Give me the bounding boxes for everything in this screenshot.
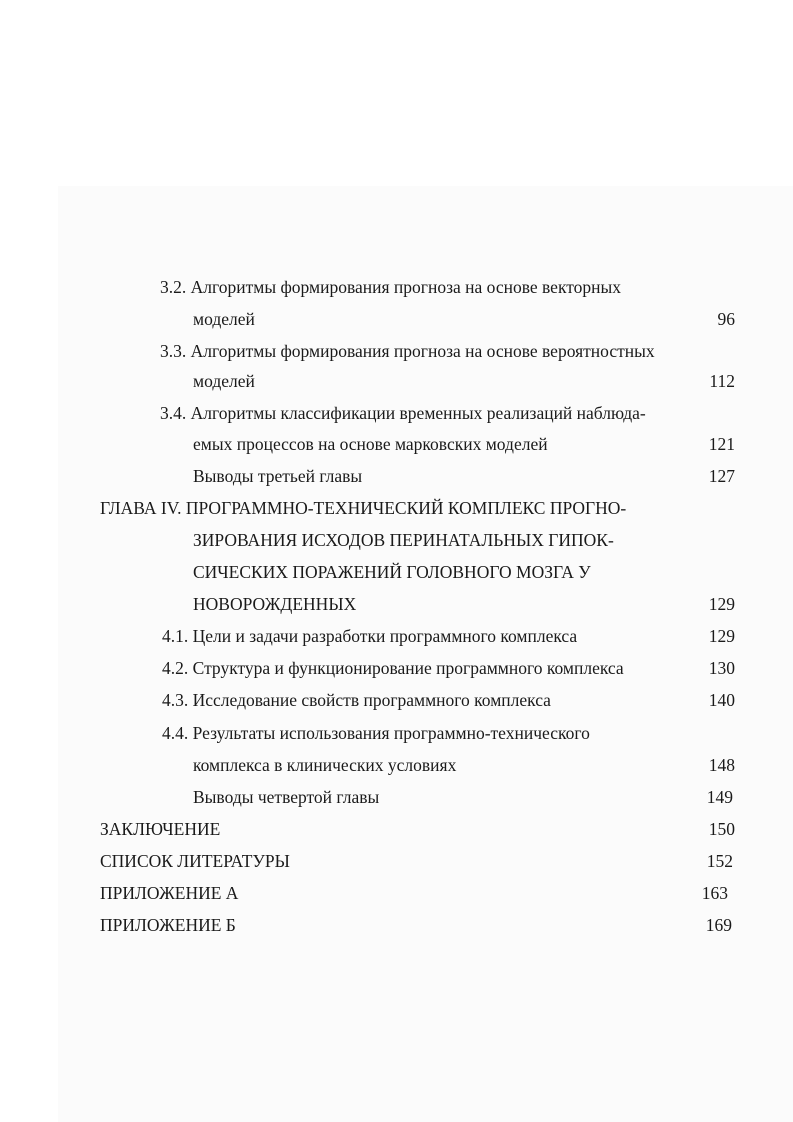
toc-appendix-b: ПРИЛОЖЕНИЕ Б xyxy=(100,915,236,935)
toc-3-4-title: Алгоритмы классификации временных реализаций наблюда- xyxy=(190,403,646,423)
toc-4-4-line1: 4.4. Результаты использования программно-технического xyxy=(162,723,590,743)
toc-3-4-number: 3.4. xyxy=(160,403,187,423)
toc-3-3-line2: моделей xyxy=(193,371,255,391)
toc-chapter4-conclusions-page: 149 xyxy=(706,787,733,807)
toc-3-3-number: 3.3. xyxy=(160,341,187,361)
toc-3-4-page: 121 xyxy=(708,434,735,454)
toc-conclusion-page: 150 xyxy=(708,819,735,839)
toc-appendix-a-page: 163 xyxy=(701,883,728,903)
toc-3-2-line1 xyxy=(160,276,621,298)
toc-3-3-page: 112 xyxy=(709,371,735,391)
toc-3-2-number: 3.2. xyxy=(160,277,187,297)
toc-4-3-page: 140 xyxy=(708,690,735,710)
toc-chapter3-conclusions-page: 127 xyxy=(708,466,735,486)
toc-chapter4-line4: НОВОРОЖДЕННЫХ xyxy=(193,594,357,614)
toc-chapter3-conclusions: Выводы третьей главы xyxy=(193,466,363,486)
toc-chapter4-conclusions: Выводы четвертой главы xyxy=(193,787,380,807)
toc-3-4-line2: емых процессов на основе марковских моделей xyxy=(193,434,548,454)
toc-4-4-page: 148 xyxy=(708,755,735,775)
toc-3-2-page: 96 xyxy=(717,309,735,329)
toc-references-page: 152 xyxy=(706,851,733,871)
toc-4-3: 4.3. Исследование свойств программного комплекса xyxy=(162,690,551,710)
toc-3-2-line2: моделей xyxy=(193,309,255,329)
toc-3-2-title: Алгоритмы формирования прогноза на основе векторных xyxy=(190,277,622,297)
toc-3-3-line1 xyxy=(160,340,655,362)
toc-conclusion: ЗАКЛЮЧЕНИЕ xyxy=(100,819,221,839)
toc-chapter4-line1: ГЛАВА IV. ПРОГРАММНО-ТЕХНИЧЕСКИЙ КОМПЛЕКС ПРОГНО- xyxy=(100,498,627,518)
toc-references: СПИСОК ЛИТЕРАТУРЫ xyxy=(100,851,290,871)
toc-3-4-line1 xyxy=(160,402,646,424)
toc-4-1-page: 129 xyxy=(708,626,735,646)
toc-3-3-title: Алгоритмы формирования прогноза на основе вероятностных xyxy=(190,341,655,361)
toc-chapter4-line2: ЗИРОВАНИЯ ИСХОДОВ ПЕРИНАТАЛЬНЫХ ГИПОК- xyxy=(193,530,614,550)
toc-4-2: 4.2. Структура и функционирование программного комплекса xyxy=(162,658,624,678)
toc-4-1: 4.1. Цели и задачи разработки программного комплекса xyxy=(162,626,578,646)
toc-appendix-b-page: 169 xyxy=(705,915,732,935)
toc-chapter4-line3: СИЧЕСКИХ ПОРАЖЕНИЙ ГОЛОВНОГО МОЗГА У xyxy=(193,562,591,582)
toc-chapter4-page: 129 xyxy=(708,594,735,614)
toc-4-2-page: 130 xyxy=(708,658,735,678)
toc-appendix-a: ПРИЛОЖЕНИЕ А xyxy=(100,883,239,903)
toc-4-4-line2: комплекса в клинических условиях xyxy=(193,755,457,775)
